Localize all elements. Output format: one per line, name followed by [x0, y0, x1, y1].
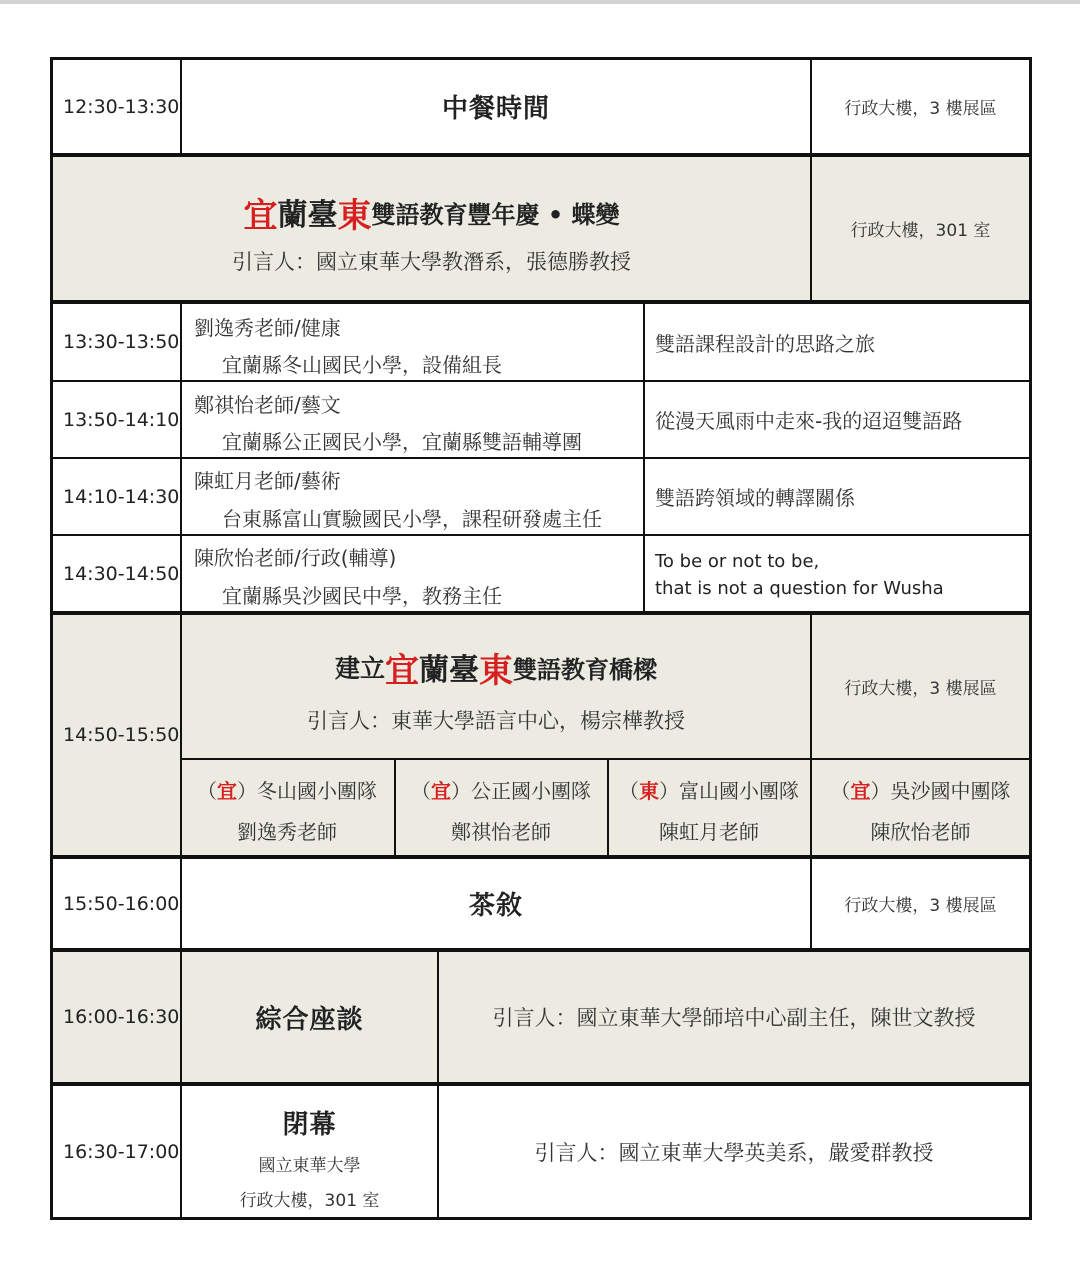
closing-cell	[182, 1086, 437, 1217]
session2-title-part-1: 蘭臺	[419, 653, 479, 688]
team-3-tag: 東	[639, 779, 659, 803]
row-session2	[53, 615, 1029, 855]
talk-2-topic: 從漫天風雨中走來-我的迢迢雙語路	[655, 409, 963, 433]
panel-title: 綜合座談	[255, 1004, 364, 1035]
talk-3-topic: 雙語跨領域的轉譯關係	[655, 486, 855, 510]
talk-1-speaker-cell	[182, 304, 643, 380]
talk-4-topic	[645, 548, 1029, 602]
row-session1	[53, 157, 1029, 300]
team-4-close: ）	[870, 779, 891, 803]
team-1-tag: 宜	[217, 779, 237, 803]
talk-1-role: 宜蘭縣冬山國民小學，設備組長	[222, 353, 502, 377]
team-2-tag: 宜	[431, 779, 451, 803]
time-lunch: 12:30-13:30	[63, 95, 180, 118]
talk-3-role: 台東縣富山實驗國民小學，課程研發處主任	[222, 507, 602, 531]
time-talk-3: 14:10-14:30	[63, 485, 180, 508]
talk-4-topic-line-2: that is not a question for Wusha	[655, 578, 944, 599]
team-4-school: 吳沙國中團隊	[890, 779, 1011, 803]
lunch-title: 中餐時間	[441, 94, 550, 124]
session2-title-rest: 雙語教育橋樑	[513, 655, 657, 684]
team-2-teacher: 鄭祺怡老師	[451, 820, 551, 844]
session1-title-red-2: 東	[337, 195, 372, 236]
closing-moderator: 引言人：國立東華大學英美系，嚴愛群教授	[534, 1140, 934, 1165]
team-4-teacher: 陳欣怡老師	[870, 820, 971, 844]
team-1-close: ）	[237, 779, 257, 803]
team-1-school: 冬山國小團隊	[257, 779, 377, 803]
talk-4-role: 宜蘭縣吳沙國民中學，教務主任	[222, 584, 502, 608]
lunch-venue: 行政大樓，3 樓展區	[844, 99, 997, 119]
tea-title: 茶敘	[468, 891, 523, 921]
team-4	[812, 775, 1029, 845]
team-2	[396, 775, 606, 845]
talk-1-topic: 雙語課程設計的思路之旅	[655, 331, 875, 356]
session1-venue: 行政大樓，301 室	[850, 221, 991, 241]
team-3-school: 富山國小團隊	[679, 779, 799, 803]
talks-block	[53, 304, 1029, 611]
team-4-tag: 宜	[850, 779, 871, 803]
schedule-table	[50, 57, 1032, 1220]
time-closing: 16:30-17:00	[63, 1140, 180, 1163]
talk-4-speaker: 陳欣怡老師/行政(輔導)	[194, 546, 397, 570]
row-closing	[53, 1086, 1029, 1217]
closing-title: 閉幕	[282, 1110, 337, 1140]
talk-2-speaker: 鄭祺怡老師/藝文	[194, 393, 341, 417]
team-3-teacher: 陳虹月老師	[659, 820, 759, 844]
tea-venue: 行政大樓，3 樓展區	[844, 896, 997, 916]
talk-2-role: 宜蘭縣公正國民小學，宜蘭縣雙語輔導團	[222, 430, 582, 454]
session1-title	[53, 177, 810, 247]
team-3	[609, 775, 809, 845]
talk-4-topic-line-1: To be or not to be,	[655, 551, 820, 572]
team-2-open: （	[411, 779, 431, 803]
team-2-school: 公正國小團隊	[471, 779, 591, 803]
talk-2-speaker-cell	[182, 382, 643, 457]
session2-title-red-2: 東	[479, 650, 513, 691]
talk-3-speaker-cell	[182, 459, 643, 534]
team-2-close: ）	[451, 779, 471, 803]
talk-4-speaker-cell	[182, 536, 643, 611]
team-3-open: （	[619, 779, 639, 803]
time-talk-1: 13:30-13:50	[63, 331, 180, 353]
session2-title-pre: 建立	[334, 654, 385, 683]
session1-moderator: 引言人：國立東華大學教潛系，張德勝教授	[232, 250, 631, 274]
top-divider	[0, 0, 1080, 4]
session1-title-part-1: 蘭臺	[277, 198, 338, 233]
row-lunch	[53, 60, 1029, 153]
time-talk-4: 14:30-14:50	[63, 562, 180, 585]
closing-place-line-1: 國立東華大學	[258, 1156, 361, 1176]
session2-venue: 行政大樓，3 樓展區	[844, 679, 997, 699]
session1-title-red-1: 宜	[243, 195, 278, 236]
session2-title	[182, 637, 810, 697]
time-talk-2: 13:50-14:10	[63, 408, 180, 431]
team-4-open: （	[830, 779, 851, 803]
closing-place-line-2: 行政大樓，301 室	[239, 1191, 380, 1211]
row-panel	[53, 952, 1029, 1082]
time-panel: 16:00-16:30	[63, 1006, 180, 1028]
time-session2: 14:50-15:50	[63, 724, 180, 746]
talk-1-speaker: 劉逸秀老師/健康	[194, 316, 341, 340]
session1-title-rest: 雙語教育豐年慶 • 蝶變	[371, 200, 620, 229]
team-1-open: （	[197, 779, 217, 803]
team-1	[182, 775, 392, 845]
session2-title-red-1: 宜	[385, 650, 419, 691]
session2-moderator: 引言人：東華大學語言中心，楊宗樺教授	[307, 709, 685, 733]
talk-3-speaker: 陳虹月老師/藝術	[194, 469, 341, 493]
panel-moderator: 引言人：國立東華大學師培中心副主任，陳世文教授	[492, 1006, 976, 1030]
team-1-teacher: 劉逸秀老師	[237, 820, 337, 844]
team-3-close: ）	[659, 779, 679, 803]
row-tea	[53, 859, 1029, 948]
time-tea: 15:50-16:00	[63, 892, 180, 915]
